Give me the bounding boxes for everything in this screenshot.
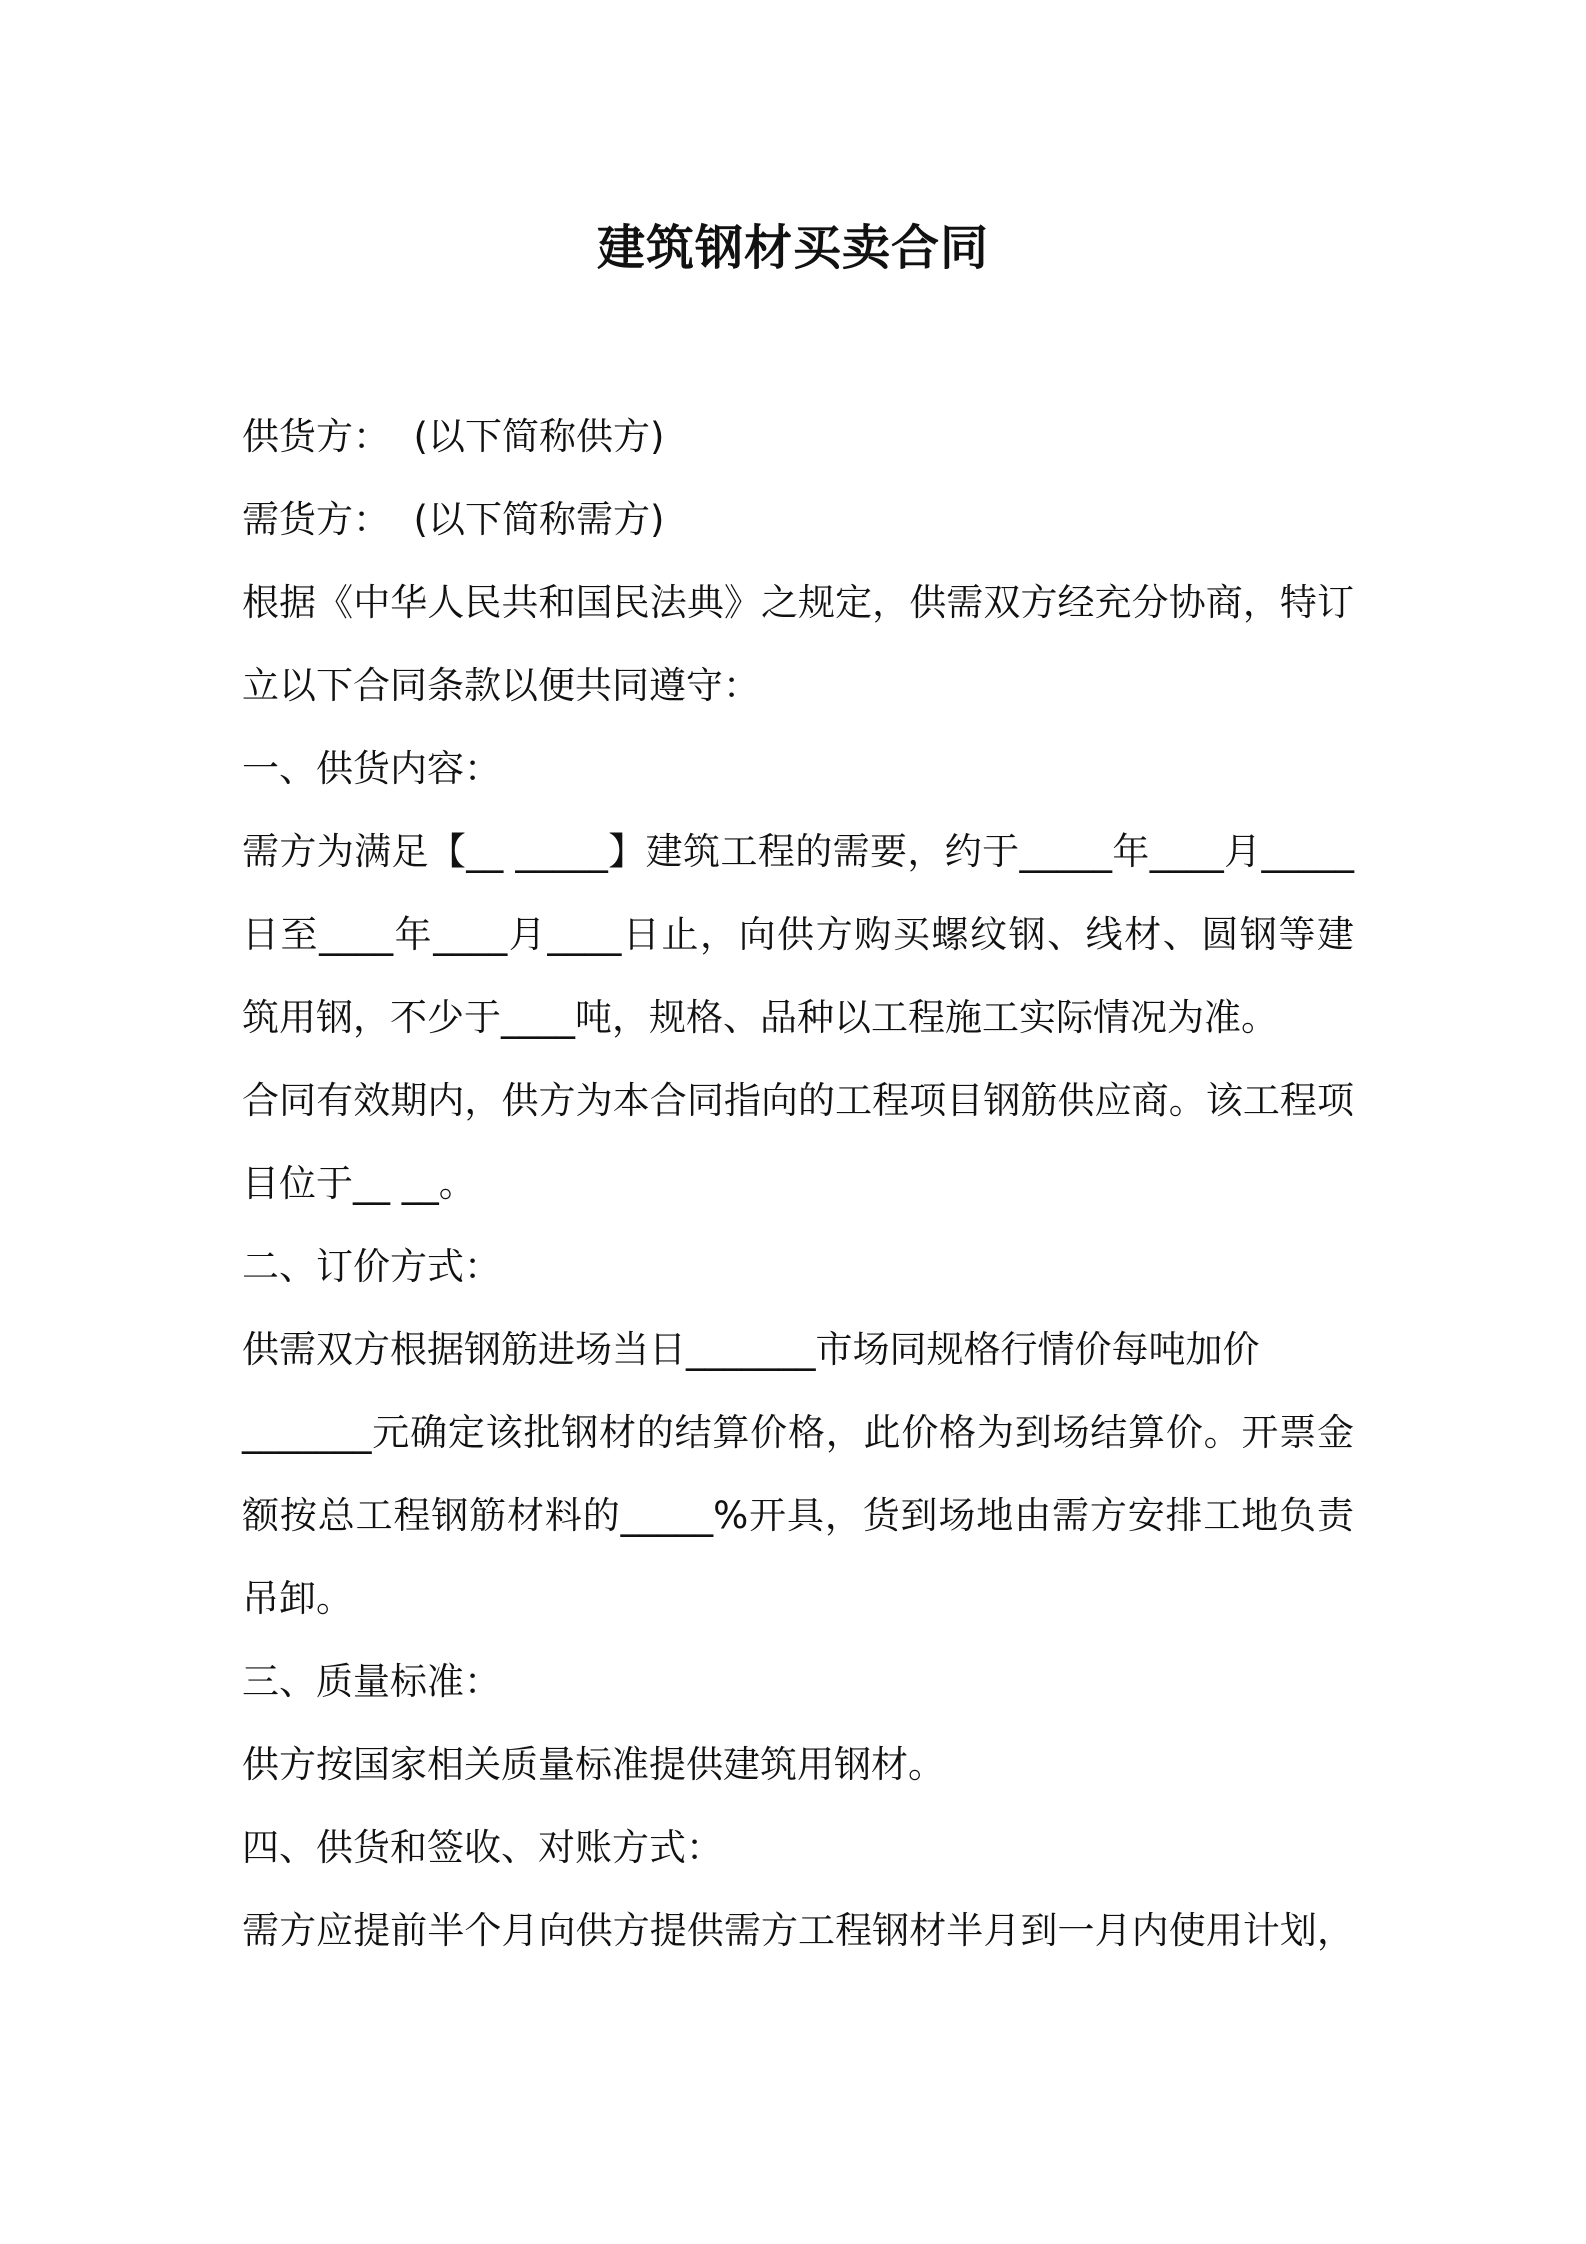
preamble-line-2: 立以下合同条款以便共同遵守： [242,664,760,707]
pricing-line-3: 额按总工程钢筋材料的_____%开具，货到场地由需方安排工地负责 [242,1494,1354,1537]
quality-line-1: 供方按国家相关质量标准提供建筑用钢材。 [242,1743,945,1786]
buyer-line: 需货方： (以下简称需方) [242,498,665,541]
supplier-line: 供货方： (以下简称供方) [242,415,665,458]
pricing-line-1: 供需双方根据钢筋进场当日_______市场同规格行情价每吨加价 [242,1328,1260,1371]
supply-content-line-3: 筑用钢，不少于____吨，规格、品种以工程施工实际情况为准。 [242,996,1278,1039]
section-heading-supply-content: 一、供货内容： [242,747,501,790]
supply-content-line-1: 需方为满足【__ _____】建筑工程的需要，约于_____年____月_____ [242,830,1354,873]
pricing-line-4: 吊卸。 [242,1577,353,1620]
section-heading-pricing: 二、订价方式： [242,1245,501,1288]
preamble-line-1: 根据《中华人民共和国民法典》之规定，供需双方经充分协商，特订 [242,581,1354,624]
supply-content-line-5: 目位于__ __。 [242,1162,476,1205]
supply-content-line-2: 日至____年____月____日止，向供方购买螺纹钢、线材、圆钢等建 [242,913,1354,956]
section-heading-delivery: 四、供货和签收、对账方式： [242,1826,723,1869]
document-title: 建筑钢材买卖合同 [596,220,989,276]
delivery-line-1: 需方应提前半个月向供方提供需方工程钢材半月到一月内使用计划， [242,1909,1354,1952]
section-heading-quality: 三、质量标准： [242,1660,501,1703]
pricing-line-2: _______元确定该批钢材的结算价格，此价格为到场结算价。开票金 [242,1411,1354,1454]
supply-content-line-4: 合同有效期内，供方为本合同指向的工程项目钢筋供应商。该工程项 [242,1079,1354,1122]
